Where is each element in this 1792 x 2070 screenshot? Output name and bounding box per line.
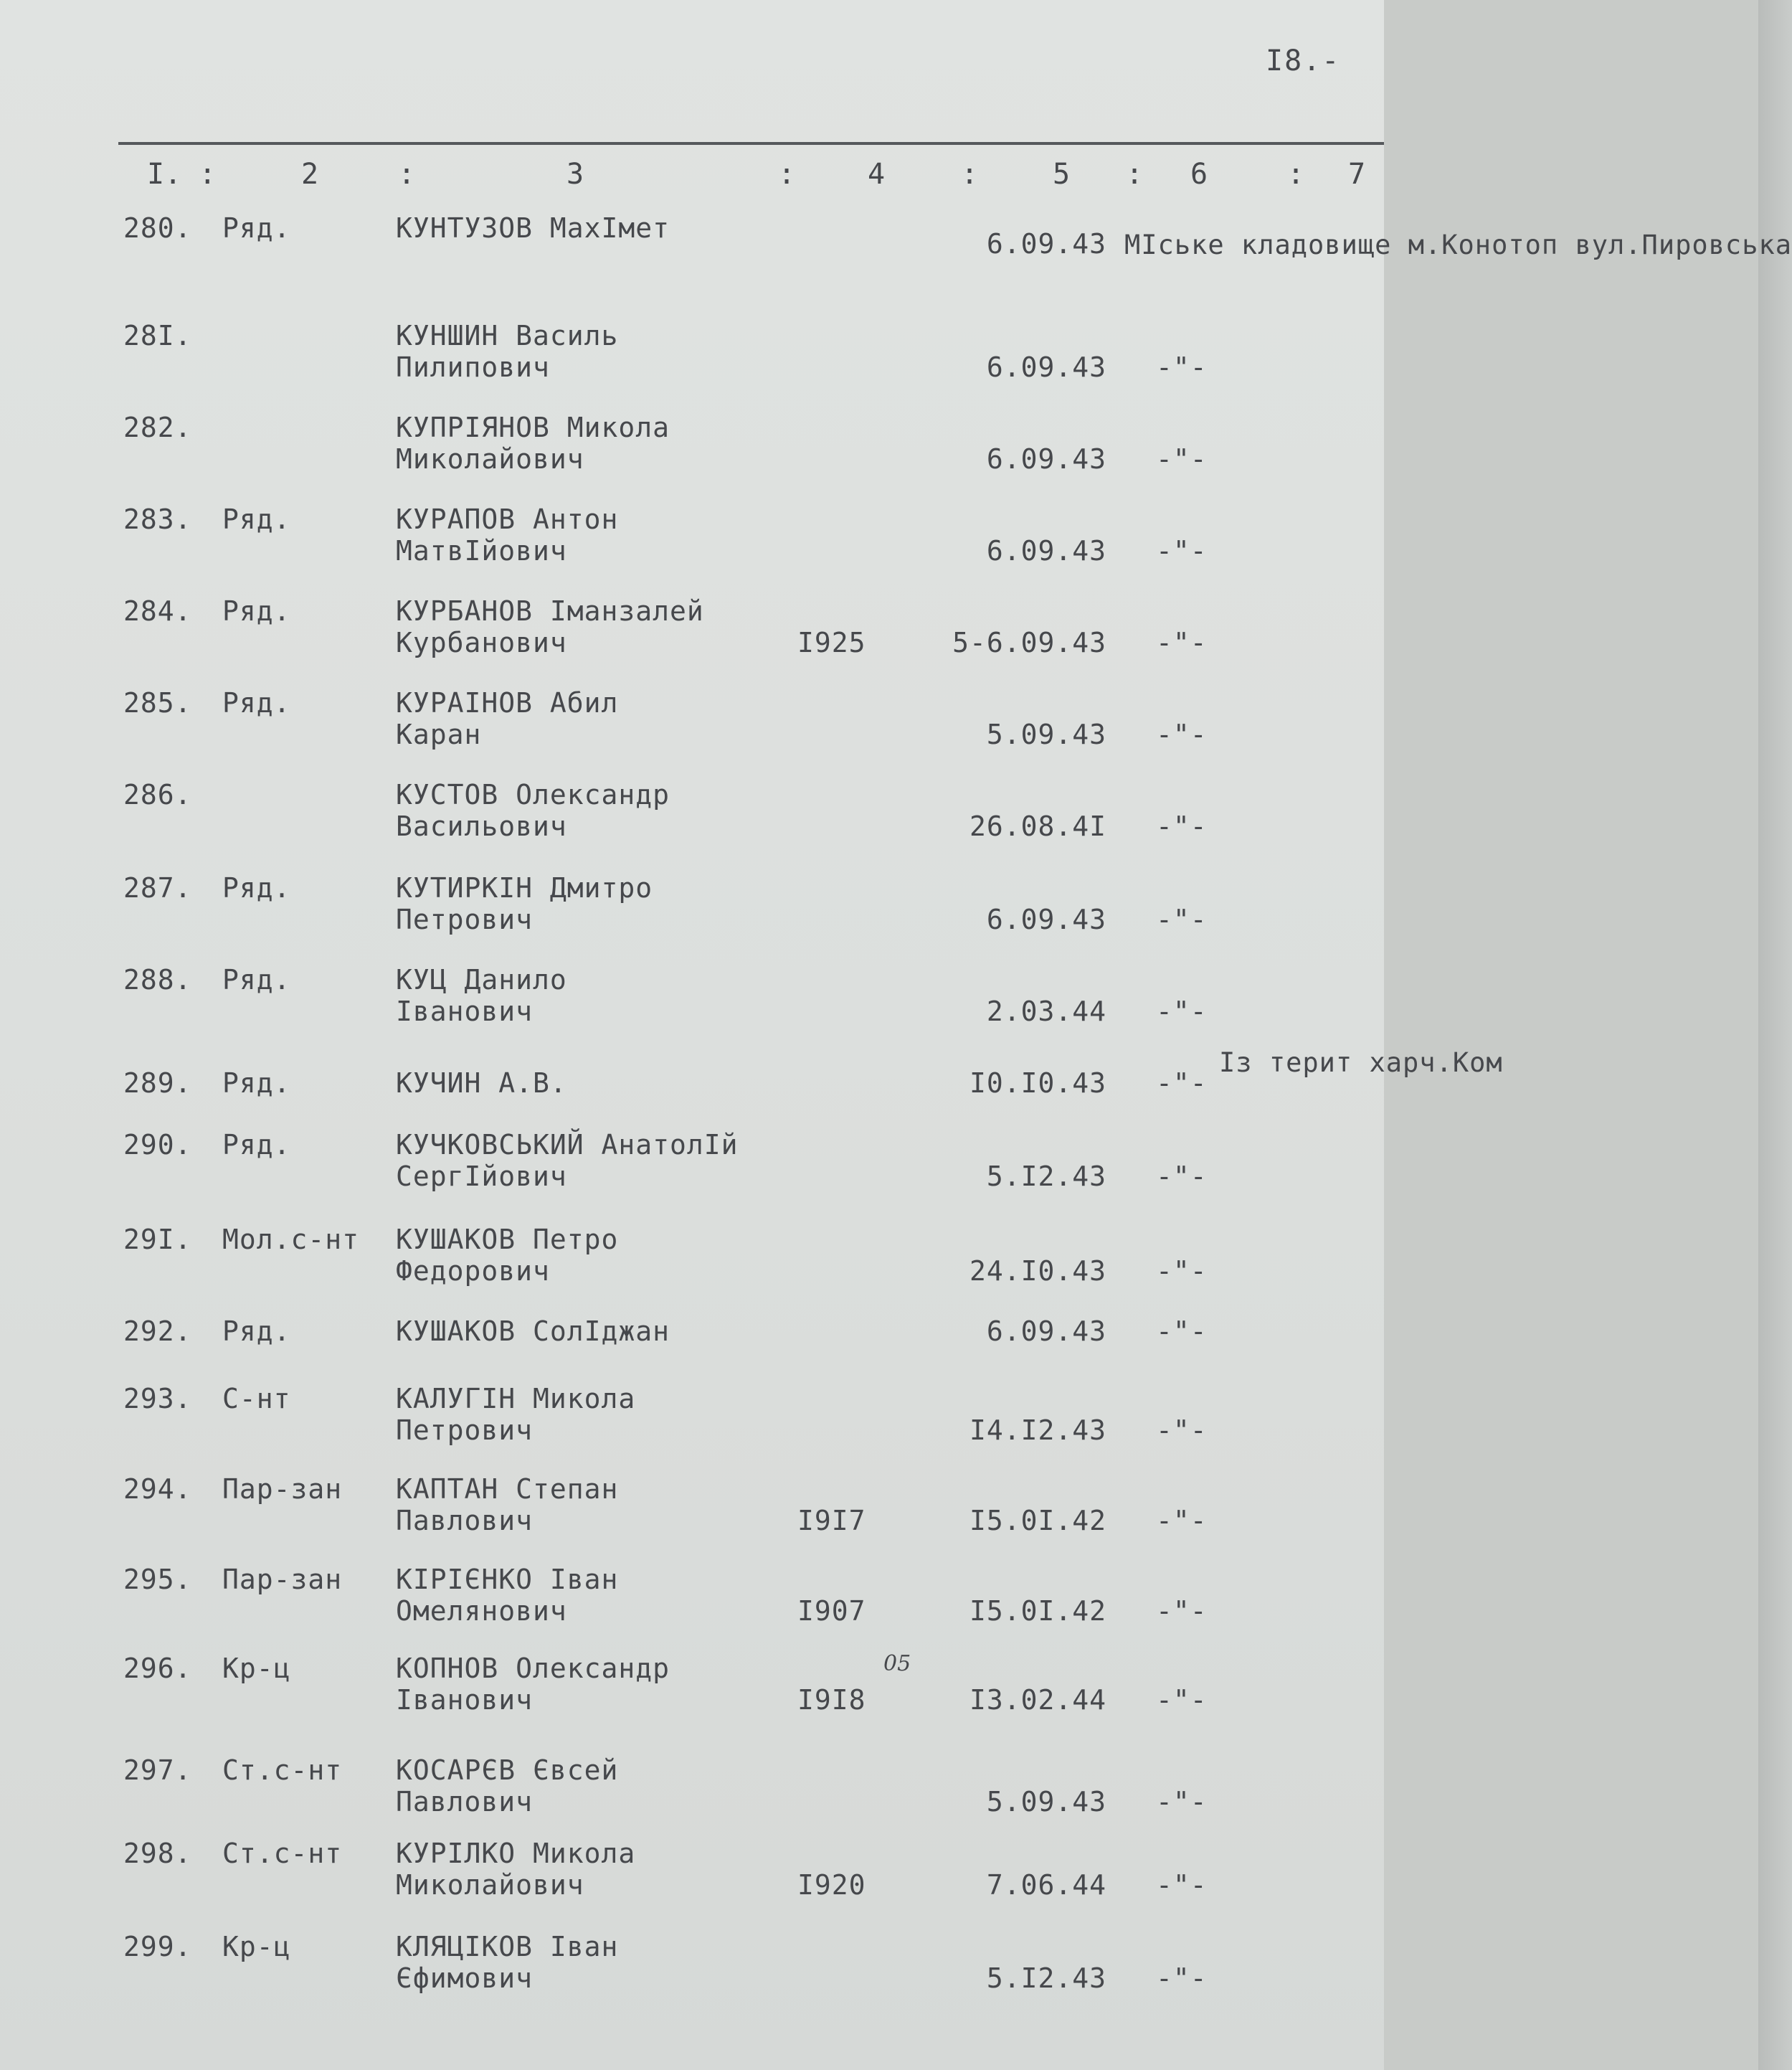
record-burial-place: -"- xyxy=(1156,1684,1208,1716)
record-number: 298. xyxy=(123,1838,192,1869)
record-number: 295. xyxy=(123,1564,192,1595)
record-rank: Пар-зан xyxy=(222,1564,343,1595)
record-number: 283. xyxy=(123,504,192,535)
record-rank: Ст.с-нт xyxy=(222,1754,343,1786)
record-death-date: 6.09.43 xyxy=(986,443,1106,475)
record-number: 294. xyxy=(123,1473,192,1505)
record-surname: КЛЯЦІКОВ Іван xyxy=(396,1931,619,1962)
record-surname: КУНТУЗОВ МахІмет xyxy=(396,212,670,244)
record-death-date: 24.I0.43 xyxy=(969,1255,1106,1287)
record-surname: КУРБАНОВ Іманзалей xyxy=(396,595,704,627)
record-surname: КУРІЛКО Микола xyxy=(396,1838,636,1869)
record-number: 29I. xyxy=(123,1224,192,1255)
record-burial-place: -"- xyxy=(1156,1414,1208,1446)
record-patronymic: Омелянович xyxy=(396,1595,567,1627)
record-burial-place: -"- xyxy=(1156,1962,1208,1994)
record-patronymic: Петрович xyxy=(396,904,534,935)
record-surname: КУТИРКІН Дмитро xyxy=(396,872,653,904)
record-burial-place: -"- xyxy=(1156,1067,1208,1099)
record-patronymic: Павлович xyxy=(396,1505,534,1536)
record-surname: КУСТОВ Олександр xyxy=(396,779,670,810)
record-burial-place: -"- xyxy=(1156,351,1208,383)
record-rank: Кр-ц xyxy=(222,1653,291,1684)
record-death-date: 26.08.4I xyxy=(969,810,1106,842)
record-burial-place: -"- xyxy=(1156,904,1208,935)
record-rank: Ряд. xyxy=(222,504,291,535)
header-column: : xyxy=(398,158,416,191)
record-burial-place: -"- xyxy=(1156,443,1208,475)
record-surname: КУРАІНОВ Абил xyxy=(396,687,619,719)
record-number: 287. xyxy=(123,872,192,904)
record-patronymic: Миколайович xyxy=(396,1869,584,1901)
record-rank: Ряд. xyxy=(222,964,291,996)
record-number: 286. xyxy=(123,779,192,810)
record-surname: КАПТАН Степан xyxy=(396,1473,619,1505)
record-patronymic: Пилипович xyxy=(396,351,550,383)
header-column: 3 xyxy=(566,158,584,191)
record-burial-place: -"- xyxy=(1156,810,1208,842)
record-death-date: 6.09.43 xyxy=(986,228,1106,260)
record-birth-year: I925 xyxy=(797,627,866,658)
record-note: Із терит харч.Ком xyxy=(1219,1047,1503,1078)
header-column: I. : xyxy=(147,158,217,191)
record-rank: Ряд. xyxy=(222,595,291,627)
record-death-date: 5.I2.43 xyxy=(986,1161,1106,1192)
record-death-date: 2.03.44 xyxy=(986,996,1106,1027)
record-burial-place: -"- xyxy=(1156,627,1208,658)
record-number: 292. xyxy=(123,1315,192,1347)
record-patronymic: Каран xyxy=(396,719,482,750)
record-death-date: 6.09.43 xyxy=(986,535,1106,567)
record-rank: Ряд. xyxy=(222,1129,291,1161)
record-birth-year: I907 xyxy=(797,1595,866,1627)
record-surname: КУШАКОВ СолІджан xyxy=(396,1315,670,1347)
record-number: 289. xyxy=(123,1067,192,1099)
header-column: : xyxy=(961,158,979,191)
record-surname: КУЦ Данило xyxy=(396,964,567,996)
record-death-date: I5.0I.42 xyxy=(969,1595,1106,1627)
header-column: : xyxy=(778,158,796,191)
page-edge xyxy=(1758,0,1792,2070)
record-surname: КІРІЄНКО Іван xyxy=(396,1564,619,1595)
record-death-date: 7.06.44 xyxy=(986,1869,1106,1901)
record-surname: КОСАРЄВ Євсей xyxy=(396,1754,619,1786)
record-death-date: I3.02.44 xyxy=(969,1684,1106,1716)
record-number: 28I. xyxy=(123,320,192,351)
header-rule xyxy=(118,142,1384,145)
record-death-date: 5.I2.43 xyxy=(986,1962,1106,1994)
record-death-date: 6.09.43 xyxy=(986,351,1106,383)
record-rank: Ряд. xyxy=(222,1067,291,1099)
record-burial-place: -"- xyxy=(1156,1505,1208,1536)
record-death-date: I0.I0.43 xyxy=(969,1067,1106,1099)
header-column: 6 xyxy=(1190,158,1208,191)
record-number: 288. xyxy=(123,964,192,996)
record-rank: Кр-ц xyxy=(222,1931,291,1962)
record-surname: КУШАКОВ Петро xyxy=(396,1224,619,1255)
record-rank: Ряд. xyxy=(222,872,291,904)
record-burial-place: -"- xyxy=(1156,535,1208,567)
record-birth-year: I9I8 xyxy=(797,1684,866,1716)
record-burial-place: -"- xyxy=(1156,1595,1208,1627)
record-burial-place: -"- xyxy=(1156,1786,1208,1818)
record-death-date: 6.09.43 xyxy=(986,904,1106,935)
record-burial-place: -"- xyxy=(1156,996,1208,1027)
record-birth-year: I920 xyxy=(797,1869,866,1901)
record-number: 284. xyxy=(123,595,192,627)
record-patronymic: МатвІйович xyxy=(396,535,567,567)
record-surname: КАЛУГІН Микола xyxy=(396,1383,636,1414)
record-rank: Ряд. xyxy=(222,1315,291,1347)
record-burial-place: -"- xyxy=(1156,719,1208,750)
handwritten-correction: 05 xyxy=(883,1651,911,1676)
record-death-date: 5.09.43 xyxy=(986,1786,1106,1818)
record-birth-year: I9I7 xyxy=(797,1505,866,1536)
header-column: 7 xyxy=(1348,158,1366,191)
record-patronymic: СергІйович xyxy=(396,1161,567,1192)
record-rank: Ряд. xyxy=(222,212,291,244)
header-column: 4 xyxy=(868,158,886,191)
record-patronymic: Павлович xyxy=(396,1786,534,1818)
header-column: 2 xyxy=(301,158,319,191)
record-burial-place: -"- xyxy=(1156,1869,1208,1901)
record-patronymic: Курбанович xyxy=(396,627,567,658)
record-number: 280. xyxy=(123,212,192,244)
record-death-date: I4.I2.43 xyxy=(969,1414,1106,1446)
page-number: I8.- xyxy=(1266,44,1341,77)
record-rank: Пар-зан xyxy=(222,1473,343,1505)
record-number: 296. xyxy=(123,1653,192,1684)
record-surname: КУЧИН А.В. xyxy=(396,1067,567,1099)
record-patronymic: Федорович xyxy=(396,1255,550,1287)
record-number: 293. xyxy=(123,1383,192,1414)
record-death-date: 6.09.43 xyxy=(986,1315,1106,1347)
record-patronymic: Петрович xyxy=(396,1414,534,1446)
record-patronymic: Єфимович xyxy=(396,1962,534,1994)
record-burial-place: -"- xyxy=(1156,1315,1208,1347)
record-number: 290. xyxy=(123,1129,192,1161)
record-surname: КУРАПОВ Антон xyxy=(396,504,619,535)
record-patronymic: Іванович xyxy=(396,996,534,1027)
record-death-date: 5-6.09.43 xyxy=(952,627,1106,658)
record-rank: Мол.с-нт xyxy=(222,1224,360,1255)
record-rank: Ряд. xyxy=(222,687,291,719)
header-column: : xyxy=(1126,158,1144,191)
record-number: 297. xyxy=(123,1754,192,1786)
record-surname: КУПРІЯНОВ Микола xyxy=(396,412,670,443)
record-rank: С-нт xyxy=(222,1383,291,1414)
record-surname: КУНШИН Василь xyxy=(396,320,619,351)
record-burial-place: -"- xyxy=(1156,1161,1208,1192)
header-column: 5 xyxy=(1053,158,1071,191)
record-number: 299. xyxy=(123,1931,192,1962)
header-column: : xyxy=(1287,158,1305,191)
record-patronymic: Миколайович xyxy=(396,443,584,475)
record-patronymic: Васильович xyxy=(396,810,567,842)
record-burial-place: -"- xyxy=(1156,1255,1208,1287)
record-rank: Ст.с-нт xyxy=(222,1838,343,1869)
record-patronymic: Іванович xyxy=(396,1684,534,1716)
record-surname: КОПНОВ Олександр xyxy=(396,1653,670,1684)
burial-place: МІське кладовище м.Конотоп вул.Пировська xyxy=(1124,230,1792,260)
record-surname: КУЧКОВСЬКИЙ АнатолІй xyxy=(396,1129,739,1161)
record-death-date: 5.09.43 xyxy=(986,719,1106,750)
record-death-date: I5.0I.42 xyxy=(969,1505,1106,1536)
record-number: 282. xyxy=(123,412,192,443)
record-number: 285. xyxy=(123,687,192,719)
